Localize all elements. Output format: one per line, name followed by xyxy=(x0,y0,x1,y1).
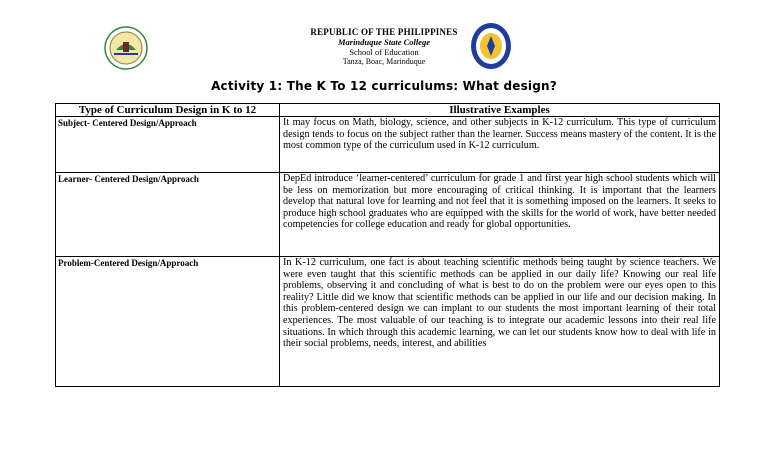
example-cell: It may focus on Math, biology, science, and other subjects in K-12 curriculum. This type of curriculum design tends to focus on the subject rather than the learner. Success means mastery of the content. It is the most common type of the curriculum used in K-12 curriculum. xyxy=(280,117,720,173)
column-header-type: Type of Curriculum Design in K to 12 xyxy=(56,104,280,117)
college-seal-icon xyxy=(104,26,148,70)
activity-title: Activity 1: The K To 12 curriculums: What design? xyxy=(211,79,557,93)
design-type-cell: Learner- Centered Design/Approach xyxy=(56,173,280,257)
republic-label: REPUBLIC OF THE PHILIPPINES xyxy=(310,27,458,37)
table-row xyxy=(56,257,720,387)
design-type-cell: Problem-Centered Design/Approach xyxy=(56,257,280,387)
letterhead xyxy=(250,27,518,67)
curriculum-design-table xyxy=(55,103,720,387)
table-row xyxy=(56,173,720,257)
design-type-cell: Subject- Centered Design/Approach xyxy=(56,117,280,173)
table-row xyxy=(56,117,720,173)
college-name: Marinduque State College xyxy=(337,37,431,47)
example-cell: DepEd introduce ‘learner-centered’ curriculum for grade 1 and first year high school students which will be less on memorization but more encouraging of critical thinking. It is important that the learners develop that natural love for learning and not feel that it is something imposed on the learners. It seeks to produce high school graduates who are equipped with the skills for the world of work, have better needed competencies for college education and ready for global opportunities. xyxy=(280,173,720,257)
school-address: Tanza, Boac, Marinduque xyxy=(342,57,426,66)
school-name: School of Education xyxy=(349,47,419,57)
column-header-examples: Illustrative Examples xyxy=(280,104,720,117)
example-cell: In K-12 curriculum, one fact is about teaching scientific methods being taught by science teachers. We were even taught that this scientific methods can be applied in our daily life? Knowing our real life problems, observing it and concluding of what is best to do on the problem were our eyes open to this reality? Little did we know that scientific methods can be applied in our life and our decision making. In this problem-centered design we can implant to our students the most important learning of their total experiences. The most valuable of our teaching is to integrate our academic lessons into their real life situations. In which through this academic learning, we can let our students know how to deal with life in their social problems, needs, interest, and abilities xyxy=(280,257,720,387)
table-header-row xyxy=(56,104,720,117)
